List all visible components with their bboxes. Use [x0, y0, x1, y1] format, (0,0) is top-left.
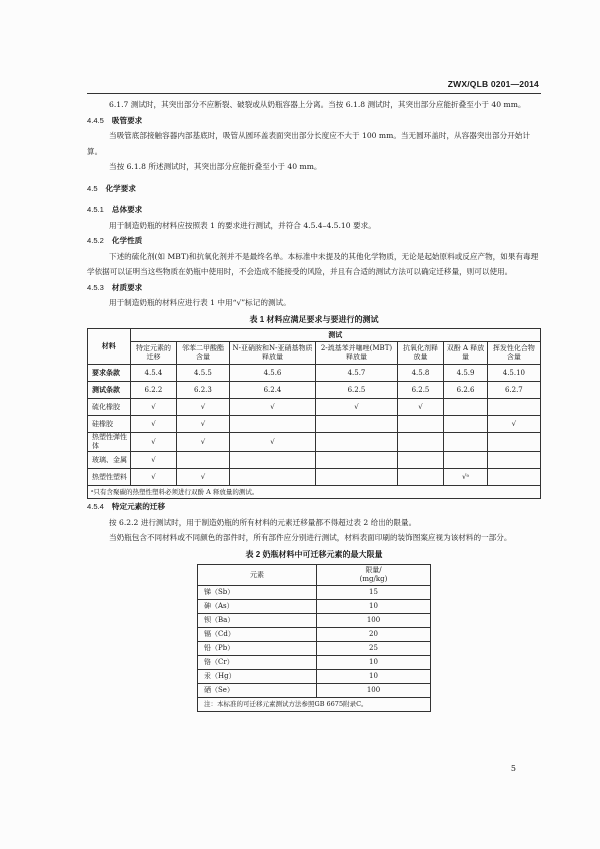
table1-mark — [316, 433, 397, 452]
heading-title: 化学性质 — [111, 236, 143, 245]
standard-code: ZWX/QLB 0201—2014 — [447, 79, 539, 89]
table1-mark — [397, 469, 444, 486]
table1-mark — [316, 469, 397, 486]
header-rule — [87, 93, 541, 94]
table1-test-row — [88, 382, 541, 399]
table1-material: 玻璃、金属 — [88, 452, 131, 469]
table1-mark: √ — [130, 433, 177, 452]
table1-cell: 6.2.6 — [444, 382, 487, 399]
paragraph-4-5-1: 用于制造奶瓶的材料应按照表 1 的要求进行测试，并符合 4.5.4–4.5.10 要求。 — [109, 220, 376, 230]
table1-cell: 4.5.9 — [444, 365, 487, 382]
heading-number: 4.5.1 — [87, 205, 104, 214]
paragraph-4-5-4-b: 当奶瓶包含不同材料或不同颜色的部件时，所有部件应分别进行测试，材料表面印刷的装饰图案应视为该材料的一部分。 — [109, 533, 512, 542]
table2-note: 注：本标准的可迁移元素测试方法参照GB 6675附录C。 — [198, 698, 431, 712]
heading-title: 特定元素的迁移 — [111, 502, 166, 511]
heading-4-4-5 — [87, 113, 541, 129]
table1-mark: √ — [397, 399, 444, 416]
heading-title: 化学要求 — [105, 183, 136, 193]
limit-label: 限量/ — [365, 566, 382, 574]
element-limit: 10 — [317, 600, 431, 614]
paragraph-4-4-5-b: 当按 6.1.8 所述测试时，其突出部分应能折叠至小于 40 mm。 — [109, 162, 322, 171]
table1-material: 热塑性弹性体 — [88, 433, 131, 452]
heading-number: 4.5 — [87, 183, 98, 193]
table2-row — [198, 642, 431, 656]
table1-mark: √ — [177, 399, 229, 416]
table1-material: 热塑性塑料 — [88, 469, 131, 486]
table1-req-row — [88, 365, 541, 382]
element-name: 镉（Cd） — [198, 628, 317, 642]
element-name: 汞（Hg） — [198, 670, 317, 684]
element-name: 铅（Pb） — [198, 642, 317, 656]
heading-4-5-4 — [87, 499, 541, 515]
element-name: 铬（Cr） — [198, 656, 317, 670]
heading-title: 吸管要求 — [111, 115, 143, 125]
table2-row — [198, 600, 431, 614]
table1-col-header: 双酚 A 释放量 — [444, 342, 487, 365]
table1-material: 硫化橡胶 — [88, 399, 131, 416]
element-limit: 25 — [317, 642, 431, 656]
table1-mark: √ — [130, 469, 177, 486]
table1-col-header: 抗氧化剂释放量 — [397, 342, 444, 365]
heading-number: 4.4.5 — [87, 115, 104, 125]
table1-cell: 6.2.5 — [316, 382, 397, 399]
document-body — [87, 97, 541, 712]
table1-mark — [487, 452, 540, 469]
table1-mark: √ — [130, 399, 177, 416]
element-limit: 100 — [317, 684, 431, 698]
element-limit: 10 — [317, 656, 431, 670]
table1-row — [88, 469, 541, 486]
table2-element-header: 元素 — [198, 565, 317, 586]
table1-test-header: 测试 — [130, 329, 540, 342]
table1-caption: 表 1 材料应满足要求与要进行的测试 — [249, 314, 379, 324]
table1-mark — [177, 452, 229, 469]
table1-col-header: 特定元素的迁移 — [130, 342, 177, 365]
heading-4-5-3 — [87, 280, 541, 296]
table1-mark — [487, 433, 540, 452]
table1-footnote: ᵃ只有含聚碳的热塑性塑料必须进行双酚 A 释放量的测试。 — [88, 486, 541, 499]
table1-cell: 6.2.4 — [229, 382, 316, 399]
table1-mark — [229, 469, 316, 486]
table2-row — [198, 628, 431, 642]
page-number: 5 — [510, 764, 516, 773]
table1-mark — [397, 452, 444, 469]
table1-mark — [444, 399, 487, 416]
limit-unit: (mg/kg) — [359, 575, 388, 583]
table2-caption: 表 2 奶瓶材料中可迁移元素的最大限量 — [245, 549, 383, 559]
table1-cell: 6.2.2 — [130, 382, 177, 399]
table1-row-label: 测试条款 — [88, 382, 131, 399]
table2-row — [198, 614, 431, 628]
element-name: 钡（Ba） — [198, 614, 317, 628]
paragraph-4-5-2: 下述的硫化剂(如 MBT)和抗氧化剂并不是最终名单。本标准中未提及的其他化学物质，无论是起始原料或反应产物，如果有毒理学依据可以证明当这些物质在奶瓶中使用时，不会造成不能接受的风险，并且有合适的测试方法可以确定迁移量，则可以使用。 — [87, 251, 539, 276]
table1-cell: 4.5.6 — [229, 365, 316, 382]
table1-mark — [487, 469, 540, 486]
table1-cell: 4.5.8 — [397, 365, 444, 382]
table1-material-header: 材料 — [88, 329, 131, 365]
table1-row — [88, 433, 541, 452]
table1-mark — [397, 433, 444, 452]
paragraph-4-4-5-a: 当吸管底部接触容器内部基底时，吸管从圆环盖表面突出部分长度应不大于 100 mm。当无圆环盖时，从容器突出部分开始计算。 — [87, 131, 530, 156]
table1-mark — [397, 416, 444, 433]
heading-4-5 — [87, 181, 541, 197]
heading-4-5-1 — [87, 202, 541, 218]
table2-limit-header — [317, 565, 431, 586]
table1-row-label: 要求条款 — [88, 365, 131, 382]
table1-mark — [444, 416, 487, 433]
table1-mark: √ — [177, 469, 229, 486]
table1-mark: √ — [177, 416, 229, 433]
element-limit: 10 — [317, 670, 431, 684]
element-name: 硒（Se） — [198, 684, 317, 698]
table1-cell: 4.5.10 — [487, 365, 540, 382]
table1-mark — [316, 452, 397, 469]
element-limit: 100 — [317, 614, 431, 628]
table1-row — [88, 399, 541, 416]
table1-mark: √ — [177, 433, 229, 452]
element-limit: 15 — [317, 586, 431, 600]
element-name: 砷（As） — [198, 600, 317, 614]
table2 — [197, 564, 431, 712]
table1-row — [88, 416, 541, 433]
table1-row — [88, 452, 541, 469]
table2-row — [198, 684, 431, 698]
table1-cell: 6.2.3 — [177, 382, 229, 399]
table1-material: 硅橡胶 — [88, 416, 131, 433]
table1-mark — [316, 416, 397, 433]
table1-cell: 4.5.7 — [316, 365, 397, 382]
heading-number: 4.5.2 — [87, 236, 104, 245]
table1-mark — [229, 416, 316, 433]
element-name: 锑（Sb） — [198, 586, 317, 600]
heading-number: 4.5.4 — [87, 502, 104, 511]
table1-cell: 4.5.4 — [130, 365, 177, 382]
paragraph-4-5-4-a: 按 6.2.2 进行测试时，用于制造奶瓶的所有材料的元素迁移量都不得超过表 2 给出的限量。 — [109, 517, 417, 527]
table1-mark: √ — [316, 399, 397, 416]
heading-title: 材质要求 — [111, 282, 143, 292]
table1-mark — [487, 399, 540, 416]
table2-row — [198, 670, 431, 684]
table1-col-header: N-亚硝胺和N-亚硝基物质释放量 — [229, 342, 316, 365]
table1-col-header: 挥发性化合物含量 — [487, 342, 540, 365]
heading-title: 总体要求 — [111, 205, 143, 214]
heading-number: 4.5.3 — [87, 282, 104, 292]
table1 — [87, 328, 541, 499]
table1-mark — [444, 452, 487, 469]
table1-mark — [229, 452, 316, 469]
table1-cell: 6.2.5 — [397, 382, 444, 399]
table1-col-header: 2-巯基苯并噻唑(MBT)释放量 — [316, 342, 397, 365]
table1-mark: √ᵃ — [444, 469, 487, 486]
table1-mark — [444, 433, 487, 452]
paragraph-4-5-3: 用于制造奶瓶的材料应进行表 1 中用“√”标记的测试。 — [109, 298, 291, 307]
element-limit: 20 — [317, 628, 431, 642]
table1-mark: √ — [487, 416, 540, 433]
table1-col-header: 邻苯二甲酸酯含量 — [177, 342, 229, 365]
paragraph-6-1-7: 6.1.7 测试时，其突出部分不应断裂、破裂或从奶瓶容器上分离。当按 6.1.8 测试时，其突出部分应能折叠至小于 40 mm。 — [109, 100, 526, 109]
table1-mark: √ — [130, 452, 177, 469]
table2-row — [198, 656, 431, 670]
table1-cell: 4.5.5 — [177, 365, 229, 382]
table1-mark: √ — [130, 416, 177, 433]
table1-cell: 6.2.7 — [487, 382, 540, 399]
table1-mark: √ — [229, 433, 316, 452]
table2-row — [198, 586, 431, 600]
heading-4-5-2 — [87, 233, 541, 249]
table1-mark: √ — [229, 399, 316, 416]
